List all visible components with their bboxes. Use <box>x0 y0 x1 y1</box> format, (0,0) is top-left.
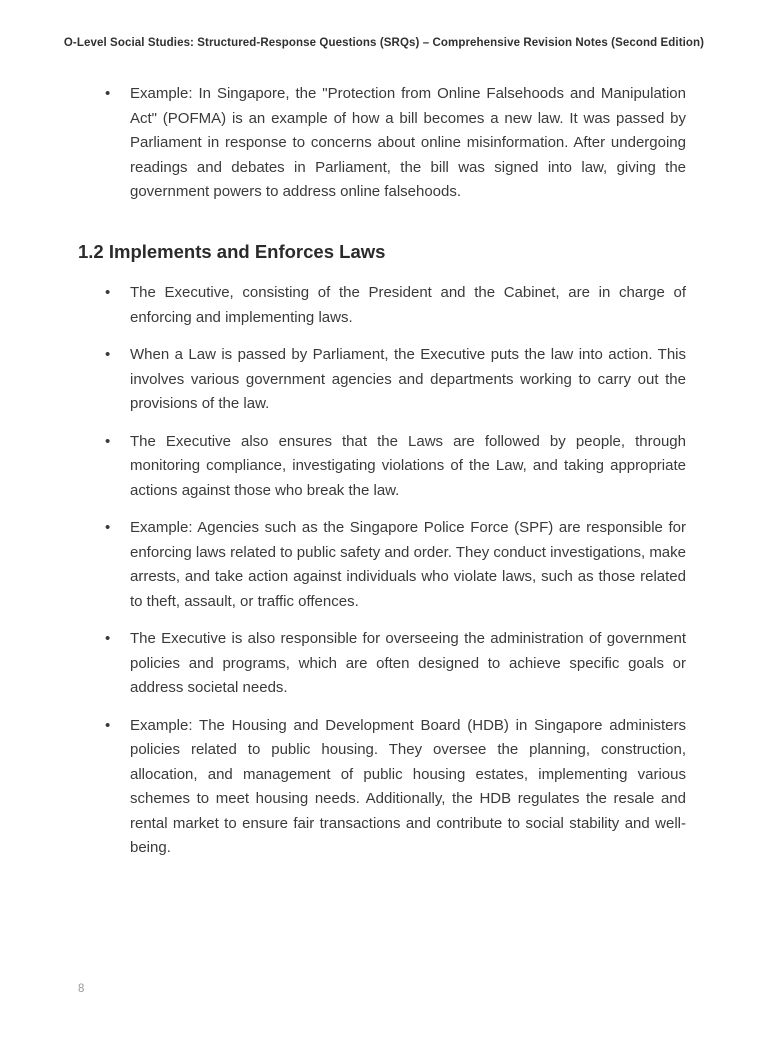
paragraph-text: The Executive also ensures that the Laws are followed by people, through monitoring compliance, investigating violations of the Law, and taking appropriate actions against those who break the law. <box>130 432 686 499</box>
bullet-icon: • <box>105 716 111 734</box>
bullet-icon: • <box>105 346 111 363</box>
list-item <box>78 430 686 504</box>
list-item <box>78 82 686 205</box>
paragraph-text: Example: The Housing and Development Board (HDB) in Singapore administers policies related to public housing. They oversee the planning, construction, allocation, and management of public housing estates, implementing various schemes to meet housing needs. Additionally, the HDB regulates the resale and rental market to ensure fair transactions and contribute to social stability and well-being. <box>130 716 686 856</box>
bullet-icon: • <box>105 284 111 301</box>
bullet-icon: • <box>105 85 111 102</box>
list-item <box>78 281 686 330</box>
intro-bullet-list <box>78 82 686 205</box>
bullet-icon: • <box>105 432 111 450</box>
paragraph-text: Example: In Singapore, the "Protection from Online Falsehoods and Manipulation Act" (POFMA) is an example of how a bill becomes a new law. It was passed by Parliament in response to concerns about online misinformation. After undergoing readings and debates in Parliament, the bill was signed into law, giving the government powers to address online falsehoods. <box>130 85 686 200</box>
running-header: O-Level Social Studies: Structured-Response Questions (SRQs) – Comprehensive Revision Notes (Second Edition) <box>63 37 705 49</box>
list-item <box>78 343 686 417</box>
bullet-icon: • <box>105 519 111 536</box>
list-item <box>78 516 686 614</box>
paragraph-text: When a Law is passed by Parliament, the Executive puts the law into action. This involves various government agencies and departments working to carry out the provisions of the law. <box>130 346 686 412</box>
list-item <box>78 627 686 701</box>
paragraph-text: The Executive is also responsible for overseeing the administration of government policies and programs, which are often designed to achieve specific goals or address societal needs. <box>130 630 686 696</box>
section-heading: 1.2 Implements and Enforces Laws <box>78 241 386 262</box>
paragraph-text: Example: Agencies such as the Singapore Police Force (SPF) are responsible for enforcing laws related to public safety and order. They conduct investigations, make arrests, and take action against individuals who violate laws, such as those related to theft, assault, or traffic offences. <box>130 519 686 610</box>
paragraph-text: The Executive, consisting of the President and the Cabinet, are in charge of enforcing and implementing laws. <box>130 284 686 326</box>
list-item <box>78 714 686 861</box>
bullet-icon: • <box>105 630 111 647</box>
page-number: 8 <box>78 983 85 995</box>
section-bullet-list <box>78 281 686 861</box>
